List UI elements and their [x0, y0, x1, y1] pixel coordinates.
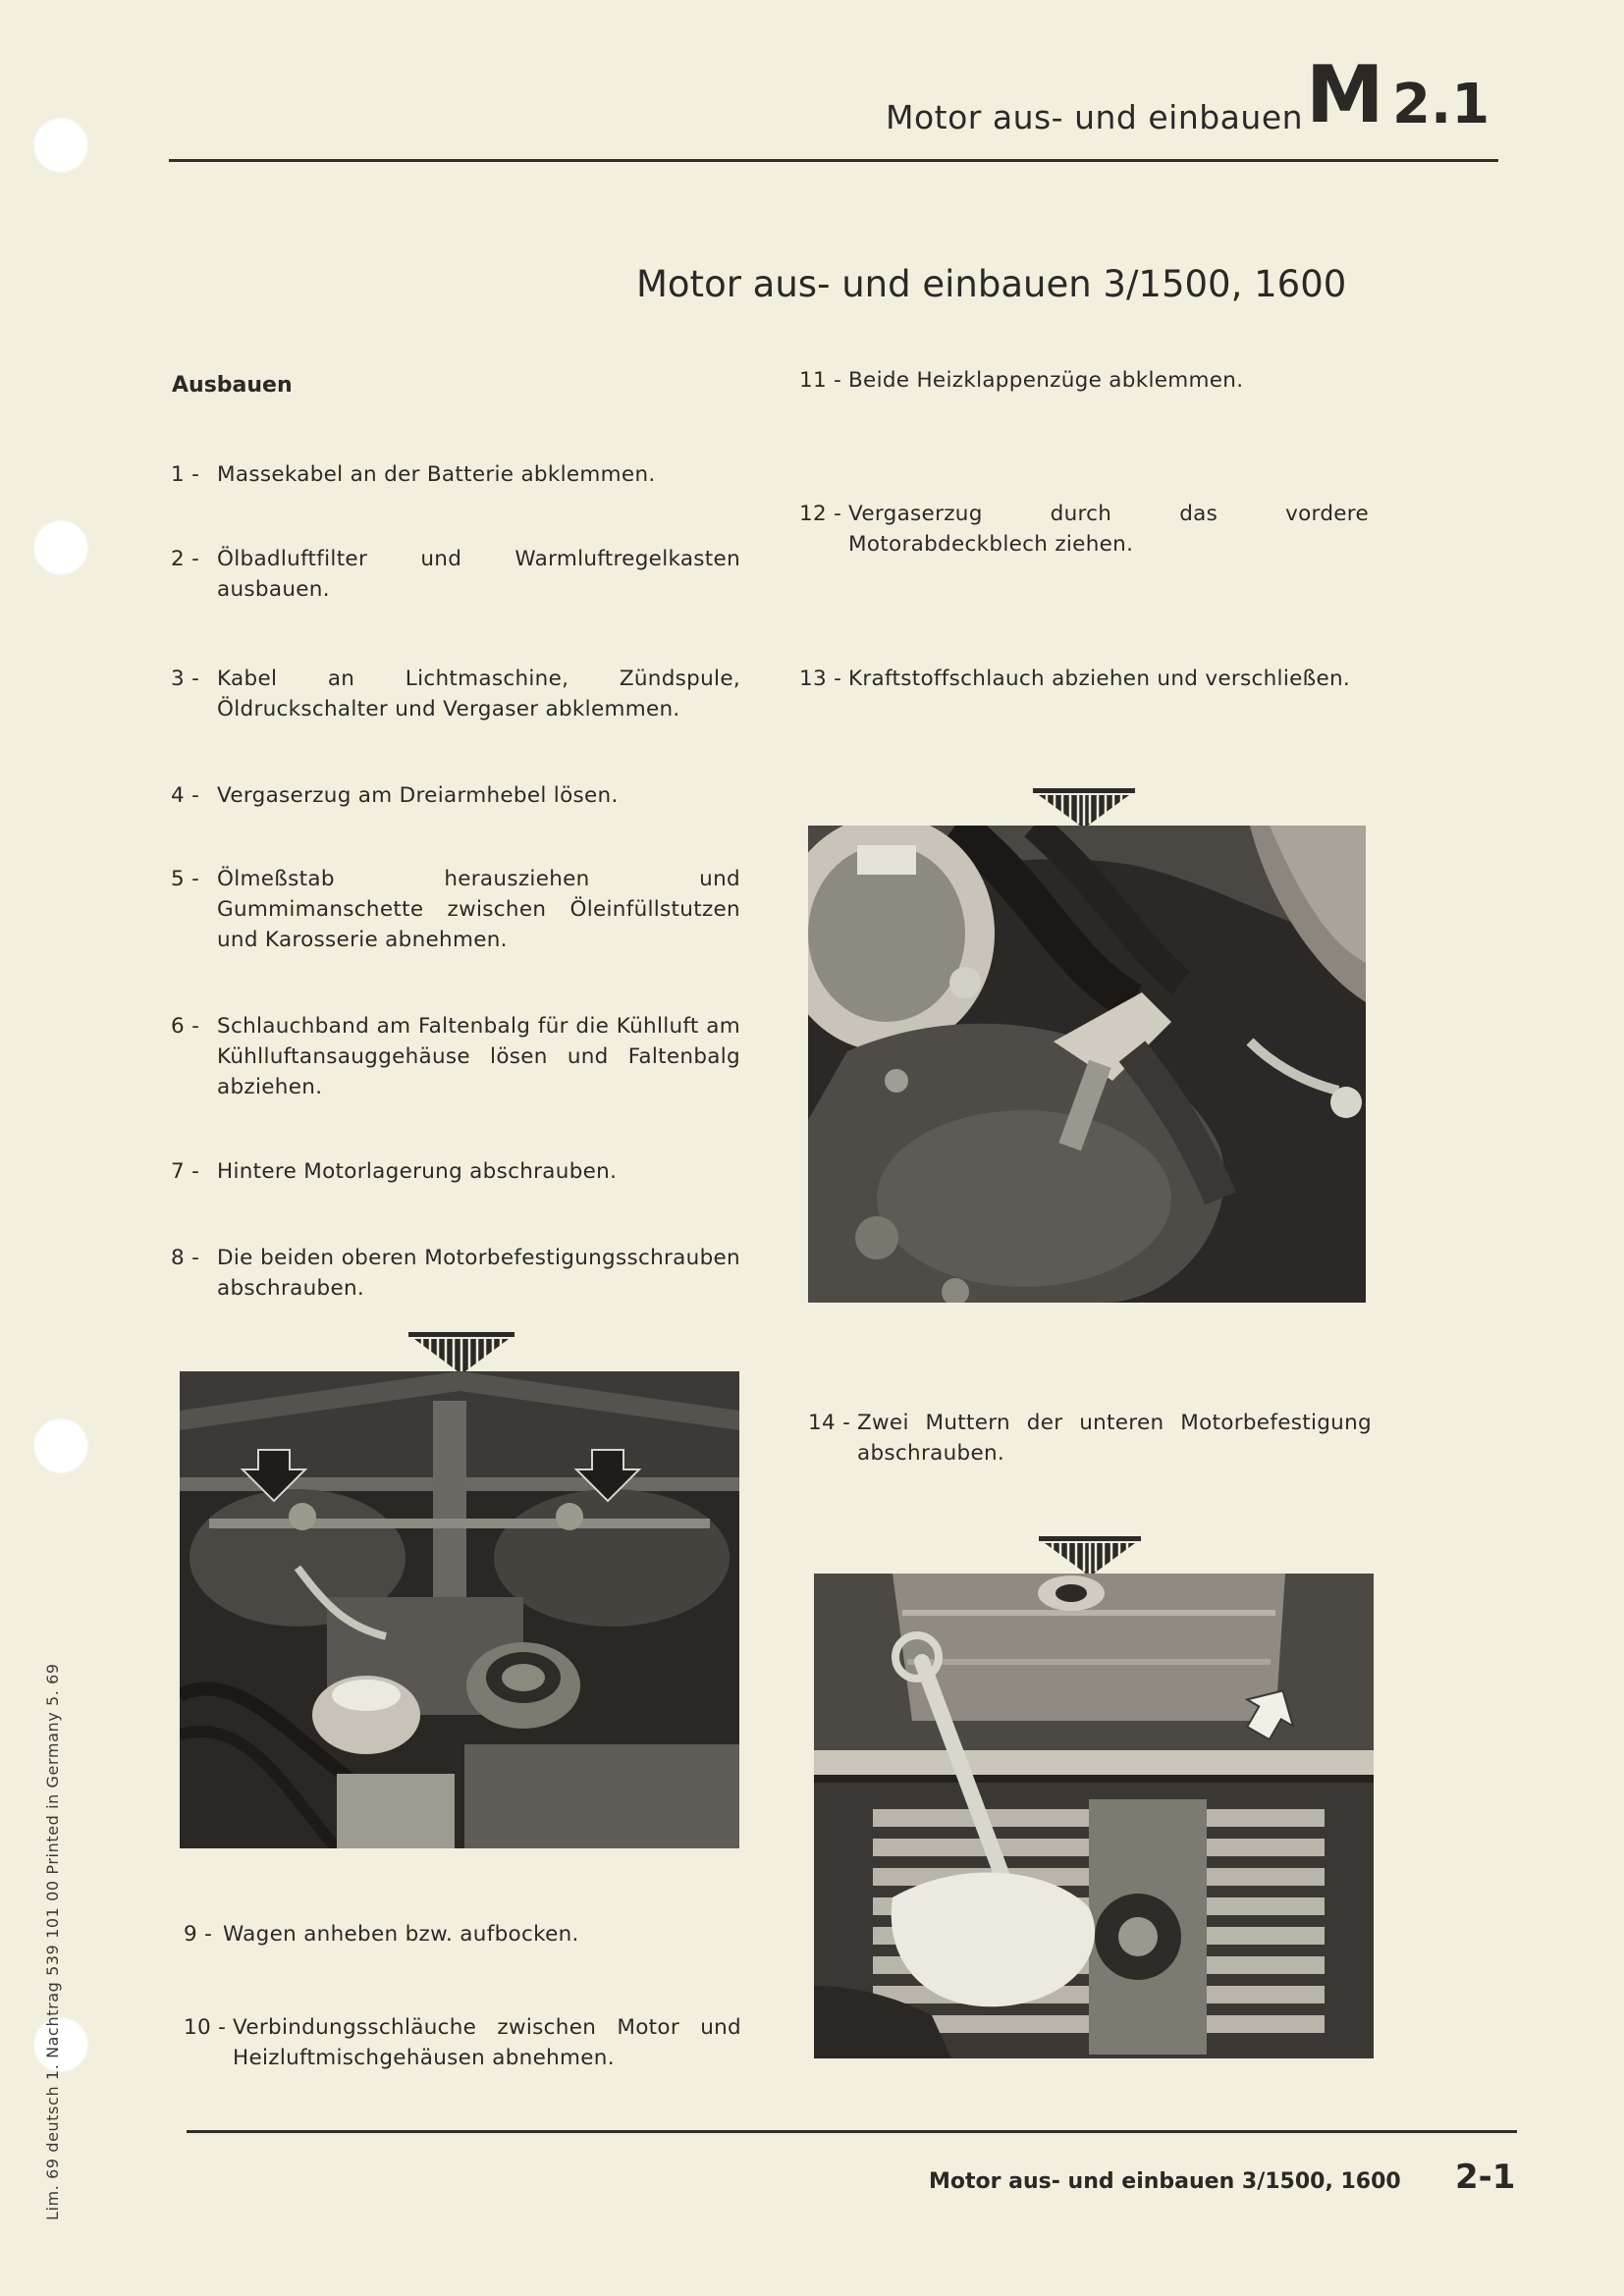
page-title: Motor aus- und einbauen 3/1500, 1600 [636, 263, 1347, 305]
section-code-number: 2.1 [1392, 73, 1490, 136]
binder-hole [33, 1418, 88, 1473]
section-heading: Ausbauen [172, 373, 293, 398]
footer-title: Motor aus- und einbauen 3/1500, 1600 [929, 2169, 1401, 2194]
binder-hole [33, 520, 88, 575]
header-rule [169, 159, 1498, 162]
section-code-letter: M [1306, 49, 1382, 140]
figure-pointer-icon [1033, 788, 1135, 826]
print-info-note: Lim. 69 deutsch 1. Nachtrag 539 101 00 Printed in Germany 5. 69 [43, 1663, 62, 2220]
page-number: 2-1 [1455, 2158, 1516, 2197]
engine-compartment-photo [180, 1371, 739, 1848]
header-title: Motor aus- und einbauen [886, 98, 1304, 136]
footer-rule [187, 2130, 1517, 2133]
figure-pointer-icon [1039, 1536, 1141, 1574]
figure-pointer-icon [408, 1332, 514, 1371]
throttle-linkage-photo [808, 826, 1366, 1303]
lower-engine-mount-photo [814, 1574, 1374, 2058]
binder-hole [33, 118, 88, 173]
